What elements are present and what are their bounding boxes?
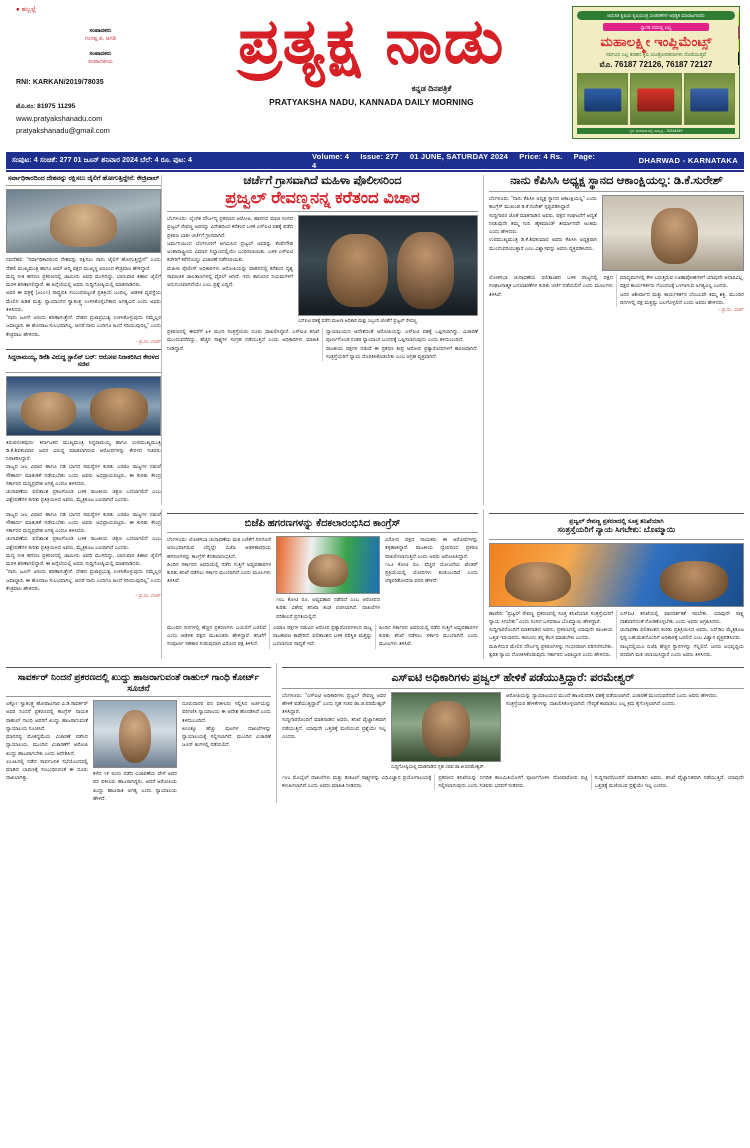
- contact-phone: ಮೊ.ನಂ: 81975 11295: [16, 103, 76, 111]
- column-right-top: [483, 175, 744, 505]
- newspaper-logo: ಪ್ರತ್ಯಕ್ಷ ನಾಡು: [238, 4, 505, 77]
- color-registration-strip: [738, 13, 740, 65]
- ad-product-trailer-image: [684, 73, 735, 125]
- rahul-para-1: ಲಕ್ನೋ: ಸ್ವಾತಂತ್ರ್ಯ ಹೋರಾಟಗಾರ ವಿ.ಡಿ.ಸಾವರ್ಕರ್ ಅವರ ನಿಂದನೆ ಪ್ರಕರಣದಲ್ಲಿ ಕಾಂಗ್ರೆಸ್ ನಾಯಕ ರಾಹುಲ್ ಗಾಂಧಿ ಅವರಿಗೆ ಖುದ್ದು ಹಾಜರಾಗುವಂತೆ ನ್ಯಾಯಾಲಯ ಸೂಚಿಸಿದೆ.: [6, 701, 88, 732]
- rahul-para-3: ೨೦೨೩ರಲ್ಲಿ ನಡೆದ ಸಾರ್ವಜನಿಕ ಸಭೆಯೊಂದರಲ್ಲಿ ಮಾಡಿದ ಭಾಷಣಕ್ಕೆ ಸಂಬಂಧಿಸಿದಂತೆ ಈ ದೂರು ದಾಖಲಾಗಿತ್ತು.: [6, 758, 88, 782]
- byline-dk-suresh: - ಪ್ರ.ನಾ. ವಾರ್ತೆ: [718, 307, 744, 314]
- prajwal-para-1: ಬೆಂಗಳೂರು: ಲೈಂಗಿಕ ದೌರ್ಜನ್ಯ ಪ್ರಕರಣದ ಆರೋಪಿ, ಹಾಸನದ ಮಾಜಿ ಸಂಸದ ಪ್ರಜ್ವಲ್ ರೇವಣ್ಣ ಅವರನ್ನು ವಿದೇಶದಿಂದ ಕರೆತಂದ ಬಳಿಕ ಎಸ್‌ಐಟಿ ವಶಕ್ಕೆ ಪಡೆದ ಪ್ರಕರಣ ಭಾರೀ ಚರ್ಚೆಗೆ ಗ್ರಾಸವಾಗಿದೆ.: [167, 216, 293, 239]
- parameshwar-photo: [391, 692, 501, 762]
- rahul-para-2: ಮಾನನಷ್ಟ ಮೊಕದ್ದಮೆಯ ವಿಚಾರಣೆ ನಡೆಸಿದ ನ್ಯಾಯಾಲಯ, ಮುಂದಿನ ವಿಚಾರಣೆಗೆ ಆರೋಪಿ ಖುದ್ದು ಹಾಜರಾಗಬೇಕು ಎಂದು ಆದೇಶಿಸಿದೆ.: [6, 734, 88, 757]
- masthead-left-info: [6, 6, 171, 137]
- rahul-gandhi-photo: [93, 700, 177, 768]
- masthead-bullet-label: ಹಬ್ಬಲ್ಲೆ: [21, 7, 37, 13]
- ad-description: ಸರ್ವವಿಧ ಎಲ್ಲ ತರಹದ ಕೃಷಿ ಯಂತ್ರೋಪಕರಣಗಳು ದೊರೆಯುತ್ತವೆ: [606, 53, 706, 59]
- ad-product-images: [577, 73, 735, 125]
- dksuresh-para-6: ಜನರ ಆಶೀರ್ವಾದ ಮತ್ತು ಕಾರ್ಯಕರ್ತರ ಬೆಂಬಲವೇ ತಮ್ಮ ಶಕ್ತಿ. ಮುಂದಿನ ದಿನಗಳಲ್ಲಿ ಪಕ್ಷ ಮತ್ತಷ್ಟು ಬಲಗೊಳ್ಳಲಿದೆ ಎಂದು ಅವರು ಹೇಳಿದರು.: [620, 291, 744, 306]
- edition-place-label: DHARWAD - KARNATAKA: [638, 156, 738, 165]
- ad-product-rotavator-image: [630, 73, 681, 125]
- ad-title: ಮಹಾಲಕ್ಷ್ಮೀ ಇಂಪ್ಲಿಮೆಂಟ್ಸ್: [600, 34, 712, 50]
- bottom-news-band: [6, 663, 744, 803]
- editor-role-2: ಸಂಪಾದಕರು: [89, 50, 112, 57]
- headline-stalin[interactable]: ಸಿದ್ದರಾಮಯ್ಯ, ಡಿಕೆಶಿ ವಿರುದ್ಧ ಸ್ಟಾಲಿನ್ ಬರ್: ಆರೋಪ ನಿರಾಕರಿಸಿದ ಕೇರಳದ ಸಚಿವ: [7, 353, 160, 369]
- bommai-para-6: ರಾಜ್ಯದಲ್ಲಿಯೂ ಬಿಜೆಪಿ ಹೆಚ್ಚಿನ ಸ್ಥಾನಗಳನ್ನು ಗೆಲ್ಲಲಿದೆ. ಜನರು ಅಭಿವೃದ್ಧಿಯ ಪರವಾಗಿ ಮತ ಚಲಾಯಿಸಿದ್ದಾರೆ ಎಂದು ಅವರು ತಿಳಿಸಿದರು.: [620, 643, 744, 658]
- column-left-bottom: [6, 663, 276, 803]
- congress-para-6: ಮುಂದಿನ ದಿನಗಳಲ್ಲಿ ಹೆಚ್ಚಿನ ಪ್ರಕರಣಗಳು ಬಯಲಿಗೆ ಬರಲಿವೆ ಎಂದು ಆಡಳಿತ ಪಕ್ಷದ ಮುಖಂಡರು ಹೇಳಿದ್ದಾರೆ. ತನಿಖೆಗೆ ಸಂಪೂರ್ಣ ಸಹಕಾರ ನೀಡುವುದಾಗಿ ವಿರೋಧ ಪಕ್ಷ ತಿಳಿಸಿದೆ.: [167, 624, 266, 648]
- congress-para-3: ೧೮೭ ಕೋಟಿ ರೂ. ಅವ್ಯವಹಾರ ನಡೆದಿದೆ ಎಂಬ ಆರೋಪದ ಕುರಿತು ವಿಶೇಷ ತನಿಖಾ ತಂಡ ರಚಿಸಲಾಗಿದೆ. ದಾಖಲೆಗಳ ಪರಿಶೀಲನೆ ಪ್ರಗತಿಯಲ್ಲಿದೆ.: [276, 597, 380, 620]
- contact-website[interactable]: www.pratyakshanadu.com: [16, 113, 103, 123]
- prajwal-para-6: ರಾಜಕೀಯ ಪಕ್ಷಗಳ ನಡುವೆ ಈ ಪ್ರಕರಣ ತೀವ್ರ ಆರೋಪ ಪ್ರತ್ಯಾರೋಪಗಳಿಗೆ ಕಾರಣವಾಗಿದೆ. ಸಂತ್ರಸ್ತೆಯರಿಗೆ ನ್ಯಾಯ ದೊರಕಿಸಿಕೊಡಬೇಕು ಎಂಬ ಆಗ್ರಹ ವ್ಯಕ್ತವಾಗಿದೆ.: [326, 345, 478, 360]
- parameshwar-para-2: ಸುದ್ದಿಗಾರರೊಂದಿಗೆ ಮಾತನಾಡಿದ ಅವರು, ತನಿಖೆ ವೈಜ್ಞಾನಿಕವಾಗಿ ನಡೆಯುತ್ತಿದೆ. ಯಾವುದೇ ಒತ್ತಡಕ್ಕೆ ಮಣಿಯುವ ಪ್ರಶ್ನೆಯೇ ಇಲ್ಲ ಎಂದರು.: [282, 717, 386, 740]
- issue-info-kannada: ಸಂಪುಟ: 4 ಸಂಚಿಕೆ: 277 01 ಜೂನ್ ಶನಿವಾರ 2024 ಬೆಲೆ: 4 ರೂ. ಪುಟ: 4: [12, 156, 193, 164]
- kejriwal-para-1: ನವದೆಹಲಿ: "ಸರ್ವಾಧಿಕಾರದಿಂದ ದೇಶವನ್ನು ರಕ್ಷಿಸಲು ನಾನು ಜೈಲಿಗೆ ಹೋಗುತ್ತಿದ್ದೇನೆ" ಎಂದು ದೆಹಲಿ ಮುಖ್ಯಮಂತ್ರಿ ಹಾಗೂ ಆಮ್ ಆದ್ಮಿ ಪಕ್ಷದ ಮುಖ್ಯಸ್ಥ ಅರವಿಂದ ಕೇಜ್ರಿವಾಲ ಹೇಳಿದ್ದಾರೆ.: [6, 257, 161, 272]
- header-divider: [6, 170, 744, 172]
- rahul-para-4: ಕಳೆದ ೧೯ ರಂದು ನಡೆದ ವಿಚಾರಣೆಯ ವೇಳೆ ಅವರ ಪರ ವಕೀಲರು ಹಾಜರಾಗಿದ್ದರು. ಆದರೆ ಆರೋಪಿಯ ಖುದ್ದು ಹಾಜರಾತಿ ಅಗತ್ಯ ಎಂದು ನ್ಯಾಯಾಲಯ ಹೇಳಿದೆ.: [93, 771, 177, 802]
- headline-kejriwal[interactable]: ಸರ್ವಾಧಿಕಾರದಿಂದ ದೇಶವನ್ನು ರಕ್ಷಿಸಲು ಜೈಲಿಗೆ ಹೋಗುತ್ತಿದ್ದೇನೆ: ಕೇಜ್ರಿವಾಲ್: [7, 175, 160, 182]
- bommai-para-4: ಎಸ್‌ಐಟಿ ತನಿಖೆಯಲ್ಲಿ ಪಾರದರ್ಶಕತೆ ಇರಬೇಕು. ಯಾವುದೇ ಸಾಕ್ಷ್ಯ ನಾಶವಾಗದಂತೆ ನೋಡಿಕೊಳ್ಳಬೇಕು ಎಂದು ಅವರು ಆಗ್ರಹಿಸಿದರು.: [620, 610, 744, 625]
- prajwal-para-2: ಜರ್ಮನಿಯಿಂದ ಬೆಂಗಳೂರಿಗೆ ಆಗಮಿಸಿದ ಪ್ರಜ್ವಲ್ ಅವರನ್ನು ಕೆಂಪೇಗೌಡ ಅಂತಾರಾಷ್ಟ್ರೀಯ ವಿಮಾನ ನಿಲ್ದಾಣದಲ್ಲಿಯೇ ಬಂಧಿಸಲಾಯಿತು. ಬಳಿಕ ಎಸ್‌ಐಟಿ ಕಚೇರಿಗೆ ಕರೆದೊಯ್ದು ವಿಚಾರಣೆ ನಡೆಸಲಾಯಿತು.: [167, 240, 293, 264]
- left-filler-para-1: ಮದ್ಯ ನೀತಿ ಹಗರಣ ಪ್ರಕರಣದಲ್ಲಿ ಜಾಮೀನು ಅವಧಿ ಮುಗಿದಿದ್ದು, ಭಾನುವಾರ ತಿಹಾರ ಜೈಲಿಗೆ ಮರಳಿ ಶರಣಾಗಲಿದ್ದಾರೆ. ಈ ಹಿನ್ನೆಲೆಯಲ್ಲಿ ಅವರು ಸುದ್ದಿಗೋಷ್ಠಿಯಲ್ಲಿ ಮಾತನಾಡಿದರು.: [6, 552, 161, 568]
- byline-kejriwal: - ಪ್ರ.ನಾ. ವಾರ್ತೆ: [135, 338, 161, 345]
- masthead-bullet: ● ಹಬ್ಬಲ್ಲೆ: [16, 7, 37, 13]
- issue-info-bar: [6, 152, 744, 169]
- ad-product-plough-image: [577, 73, 628, 125]
- stalin-para-3-cont: ಚುನಾವಣೆಯ ಫಲಿತಾಂಶ ಪ್ರಕಟಗೊಂಡ ಬಳಿಕ ರಾಜಕೀಯ ಚಿತ್ರಣ ಬದಲಾಗಲಿದೆ ಎಂಬ ವಿಶ್ಲೇಷಣೆಗಳ ಕುರಿತು ಪ್ರತಿಕ್ರಿಯಿಸಿದ ಅವರು, ಮೈತ್ರಿಕೂಟ ಬಲವಾಗಿದೆ ಎಂದರು.: [6, 536, 161, 551]
- headline-dk-suresh[interactable]: ನಾನು ಕೆಪಿಸಿಸಿ ಅಧ್ಯಕ್ಷ ಸ್ಥಾನದ ಆಕಾಂಕ್ಷಿಯಲ್ಲ: ಡಿ.ಕೆ.ಸುರೇಶ್: [510, 175, 723, 187]
- congress-para-2: ಹಿಂದಿನ ಸರ್ಕಾರದ ಅವಧಿಯಲ್ಲಿ ನಡೆದ ಗುತ್ತಿಗೆ ಅವ್ಯವಹಾರಗಳ ಕುರಿತು ತನಿಖೆ ನಡೆಸಲು ಸರ್ಕಾರ ಮುಂದಾಗಿದೆ ಎಂದು ಮೂಲಗಳು ತಿಳಿಸಿವೆ.: [167, 561, 271, 585]
- dksuresh-para-3: ಉಪಮುಖ್ಯಮಂತ್ರಿ ಡಿ.ಕೆ.ಶಿವಕುಮಾರ ಅವರು ಕೆಪಿಸಿಸಿ ಅಧ್ಯಕ್ಷರಾಗಿ ಮುಂದುವರಿಯುತ್ತಾರೆ ಎಂಬ ವಿಶ್ವಾಸವನ್ನು ಅವರು ವ್ಯಕ್ತಪಡಿಸಿದರು.: [489, 237, 597, 252]
- parameshwar-para-5: ೧೮೭ ಮೊಬೈಲ್ ದಾಖಲೆಗಳು ಮತ್ತು ಡಿಜಿಟಲ್ ಸಾಕ್ಷ್ಯಗಳನ್ನು ವಿಧಿವಿಜ್ಞಾನ ಪ್ರಯೋಗಾಲಯಕ್ಕೆ ಕಳುಹಿಸಲಾಗಿದೆ ಎಂದು ಅವರು ಮಾಹಿತಿ ನೀಡಿದರು.: [282, 774, 432, 789]
- date-label: 01 JUNE, SATURDAY 2024: [409, 151, 508, 161]
- masthead-contact: [16, 102, 171, 137]
- headline-parameshwar[interactable]: ಎಸ್‌ಐಟಿ ಅಧಿಕಾರಿಗಳು ಪ್ರಜ್ವಲ್ ಹೇಳಿಕೆ ಪಡೆಯುತ್ತಿದ್ದಾರೆ: ಪರಮೇಶ್ವರ್: [391, 672, 635, 685]
- rahul-para-5: ದೂರುದಾರರ ಪರ ವಕೀಲರು ಸಲ್ಲಿಸಿದ ಅರ್ಜಿಯನ್ನು ಪರಿಗಣಿಸಿ ನ್ಯಾಯಾಲಯ ಈ ಆದೇಶ ಹೊರಡಿಸಿದೆ ಎಂದು ತಿಳಿದುಬಂದಿದೆ.: [182, 701, 271, 724]
- masthead-subtitle-english: PRATYAKSHA NADU, KANNADA DAILY MORNING: [269, 97, 474, 107]
- left-filler-para-2: "ನಾನು ಜೂನ್ ೨ರಂದು ಶರಣಾಗುತ್ತೇನೆ. ದೇಶದ ಪ್ರಜಾಪ್ರಭುತ್ವ ಉಳಿಸಿಕೊಳ್ಳುವುದು ನಮ್ಮೆಲ್ಲರ ಜವಾಬ್ದಾರಿ. ಈ ಹೋರಾಟ ಸುಲಭವಾಗಿಲ್ಲ. ಆದರೆ ನಾನು ಎಂದಿಗೂ ಹಿಂದೆ ಸರಿಯುವುದಿಲ್ಲ" ಎಂದು ಕೇಜ್ರಿವಾಲ ಹೇಳಿದರು.: [6, 569, 161, 592]
- contact-email[interactable]: pratyakshanadu@gmail.com: [16, 126, 110, 136]
- stalin-para-3: ಚುನಾವಣೆಯ ಫಲಿತಾಂಶ ಪ್ರಕಟಗೊಂಡ ಬಳಿಕ ರಾಜಕೀಯ ಚಿತ್ರಣ ಬದಲಾಗಲಿದೆ ಎಂಬ ವಿಶ್ಲೇಷಣೆಗಳ ಕುರಿತು ಪ್ರತಿಕ್ರಿಯಿಸಿದ ಅವರು, ಮೈತ್ರಿಕೂಟ ಬಲವಾಗಿದೆ ಎಂದರು.: [6, 489, 161, 504]
- page-count-label: Page: 4: [312, 151, 596, 170]
- ad-phone: ಮೊ. 76187 72126, 76187 72127: [599, 60, 713, 70]
- ad-offer-band: ಸ್ವಾಗತ ದರದಲ್ಲಿ ಲಭ್ಯ: [603, 23, 708, 31]
- column-center-middle: [161, 509, 483, 660]
- volume-label: Volume: 4: [312, 151, 350, 161]
- prajwal-car-photo: [298, 215, 478, 316]
- rahul-para-6: ೫೦೦ಕ್ಕೂ ಹೆಚ್ಚು ಪುಟಗಳ ದಾಖಲೆಗಳನ್ನು ನ್ಯಾಯಾಲಯಕ್ಕೆ ಸಲ್ಲಿಸಲಾಗಿದೆ. ಮುಂದಿನ ವಿಚಾರಣೆ ಜೂನ್ ತಿಂಗಳಲ್ಲಿ ನಡೆಯಲಿದೆ.: [182, 725, 271, 749]
- column-right-middle: [483, 509, 744, 660]
- congress-para-8: ಹಿಂದಿನ ಸರ್ಕಾರದ ಅವಧಿಯಲ್ಲಿ ನಡೆದ ಗುತ್ತಿಗೆ ಅವ್ಯವಹಾರಗಳ ಕುರಿತು ತನಿಖೆ ನಡೆಸಲು ಸರ್ಕಾರ ಮುಂದಾಗಿದೆ ಎಂದು ಮೂಲಗಳು ತಿಳಿಸಿವೆ.: [379, 624, 478, 648]
- dksuresh-para-5: ಮಾಧ್ಯಮಗಳಲ್ಲಿ ಕೇಳಿ ಬರುತ್ತಿರುವ ಊಹಾಪೋಹಗಳಿಗೆ ಯಾವುದೇ ಆಧಾರವಿಲ್ಲ. ಪಕ್ಷದ ಕಾರ್ಯಕರ್ತರು ಗೊಂದಲಕ್ಕೆ ಒಳಗಾಗುವ ಅಗತ್ಯವಿಲ್ಲ ಎಂದರು.: [620, 275, 744, 290]
- editor-name-1: ಗಂಗಪ್ಪ ಪ. ಅಗಡಿ: [84, 36, 117, 43]
- editor-role-1: ಸಂಪಾದಕರು: [89, 28, 112, 34]
- bommai-bjp-photo: [489, 543, 744, 607]
- kejriwal-para-3: ಅವರ ಈ ಪತ್ರಕ್ಕೆ (೨೦೦೧) ರಾಷ್ಟ್ರಪತಿ ಸಂಬಂಧಪಟ್ಟಂತೆ ಪ್ರತಿಕ್ರಿಯೆ ಬಂದಿಲ್ಲ. ಆಡಳಿತ ವ್ಯವಸ್ಥೆಯ ಮೇಲಿನ ಹಿಡಿತ ಮತ್ತು ನ್ಯಾಯಾಂಗದ ಸ್ವಾತಂತ್ರ್ಯ ಉಳಿಸಿಕೊಳ್ಳಬೇಕಾದ ಅಗತ್ಯವಿದೆ ಎಂದು ಅವರು ತಿಳಿಸಿದರು.: [6, 290, 161, 313]
- dksuresh-para-1: ಬೆಂಗಳೂರು: "ನಾನು ಕೆಪಿಸಿಸಿ ಅಧ್ಯಕ್ಷ ಸ್ಥಾನದ ಆಕಾಂಕ್ಷಿಯಲ್ಲ" ಎಂದು ಕಾಂಗ್ರೆಸ್ ಮುಖಂಡ ಡಿ.ಕೆ.ಸುರೇಶ್ ಸ್ಪಷ್ಟಪಡಿಸಿದ್ದಾರೆ.: [489, 196, 597, 211]
- column-right-bottom: [276, 663, 744, 803]
- prajwal-para-3: ಮಹಿಳಾ ಪೊಲೀಸ್ ಅಧಿಕಾರಿಗಳು ಆರೋಪಿಯನ್ನು ವಾಹನದಲ್ಲಿ ಕರೆತಂದ ದೃಶ್ಯ ಸಾಮಾಜಿಕ ಜಾಲತಾಣಗಳಲ್ಲಿ ವೈರಲ್ ಆಗಿದೆ. ಇದು ಕಾನೂನಿನ ನಿಯಮಗಳಿಗೆ ಅನುಗುಣವಾಗಿದೆಯೇ ಎಂಬ ಪ್ರಶ್ನೆ ಎದ್ದಿದೆ.: [167, 265, 293, 289]
- congress-para-7: ಎರಡೂ ಪಕ್ಷಗಳ ನಡುವಿನ ಆರೋಪ ಪ್ರತ್ಯಾರೋಪಗಳಿಂದ ರಾಜ್ಯ ರಾಜಕಾರಣ ಕಾವೇರಿದೆ. ಫಲಿತಾಂಶದ ಬಳಿಕ ಪರಿಸ್ಥಿತಿ ಮತ್ತಷ್ಟು ಬದಲಾಗುವ ಸಾಧ್ಯತೆ ಇದೆ.: [273, 624, 372, 648]
- masthead-advertisement[interactable]: [572, 6, 744, 139]
- prajwal-photo-caption: ಎಸ್‌ಐಟಿ ವಶಕ್ಕೆ ಪಡೆದ ಮಹಿಳಾ ಅಧಿಕಾರಿ ಮತ್ತು ಸಿಬ್ಬಂದಿ ಜೊತೆಗೆ ಪ್ರಜ್ವಲ್ ರೇವಣ್ಣ.: [298, 318, 419, 324]
- ad-top-band: ಆಧುನಿಕ ಕೃಷಿಯ ಕೃಷಿಯಂತ್ರ ಸಲಕರಣೆಗಳ ಅಧಿಕೃತ ಮಾರಾಟಗಾರರು: [577, 11, 735, 20]
- column-left-top: [6, 175, 161, 505]
- bommai-para-2: ಸುದ್ದಿಗಾರರೊಂದಿಗೆ ಮಾತನಾಡಿದ ಅವರು, ಪ್ರಕರಣದಲ್ಲಿ ಯಾವುದೇ ರಾಜಕೀಯ ಒತ್ತಡ ಇರಬಾರದು. ಕಾನೂನು ತನ್ನ ಕೆಲಸ ಮಾಡಬೇಕು ಎಂದರು.: [489, 627, 613, 642]
- issue-label: Issue: 277: [360, 151, 399, 161]
- headline-congress[interactable]: ಬಿಜೆಪಿ ಹಗರಣಗಳನ್ನು ಕೆದಕಲಾರಂಭಿಸಿದ ಕಾಂಗ್ರೆಸ್: [244, 517, 401, 529]
- stalin-para-2-cont: ರಾಜ್ಯದ ಜಲ ವಿವಾದ ಹಾಗೂ ಗಡಿ ಭಾಗದ ಸಮಸ್ಯೆಗಳ ಕುರಿತು ಎರಡೂ ರಾಜ್ಯಗಳ ನಡುವೆ ಸೌಹಾರ್ದ ಮಾತುಕತೆ ನಡೆಯಬೇಕು ಎಂದು ಅವರು ಅಭಿಪ್ರಾಯಪಟ್ಟರು. ಈ ಕುರಿತು ಕೇಂದ್ರ ಸರ್ಕಾರದ ಮಧ್ಯಪ್ರವೇಶ ಅಗತ್ಯ ಎಂದೂ ತಿಳಿಸಿದರು.: [6, 511, 161, 535]
- congress-para-5: ೧೬೨ ಕೋಟಿ ರೂ. ವೆಚ್ಚದ ಯೋಜನೆಯ ಟೆಂಡರ್ ಪ್ರಕ್ರಿಯೆಯಲ್ಲಿ ಲೋಪಗಳು ಕಂಡುಬಂದಿವೆ ಎಂದು ಲೆಕ್ಕಪರಿಶೋಧನಾ ವರದಿ ಹೇಳಿದೆ.: [385, 561, 478, 585]
- masthead-editor-block-1: [30, 27, 171, 44]
- congress-para-4: ವಿರೋಧ ಪಕ್ಷದ ನಾಯಕರು ಈ ಆರೋಪಗಳನ್ನು ತಳ್ಳಿಹಾಕಿದ್ದಾರೆ. ರಾಜಕೀಯ ದ್ವೇಷದಿಂದ ಪ್ರಕರಣ ದಾಖಲಿಸಲಾಗುತ್ತಿದೆ ಎಂದು ಅವರು ಆರೋಪಿಸಿದ್ದಾರೆ.: [385, 537, 478, 560]
- bommai-para-5: ಚುನಾವಣಾ ಫಲಿತಾಂಶದ ಕುರಿತು ಪ್ರತಿಕ್ರಿಯಿಸಿದ ಅವರು, ಎನ್‌ಡಿಎ ಮೈತ್ರಿಕೂಟ ಸ್ಪಷ್ಟ ಬಹುಮತದೊಂದಿಗೆ ಅಧಿಕಾರಕ್ಕೆ ಬರಲಿದೆ ಎಂಬ ವಿಶ್ವಾಸ ವ್ಯಕ್ತಪಡಿಸಿದರು.: [620, 627, 744, 642]
- kicker-prajwal: ಚರ್ಚೆಗೆ ಗ್ರಾಸವಾಗಿದೆ ಮಹಿಳಾ ಪೊಲೀಸರಿಂದ: [243, 175, 402, 187]
- parameshwar-para-4: ಸಂತ್ರಸ್ತೆಯರ ಹೇಳಿಕೆಗಳನ್ನು ದಾಖಲಿಸಿಕೊಳ್ಳಲಾಗಿದೆ. ಗೌಪ್ಯತೆ ಕಾಪಾಡಲು ಎಲ್ಲ ಕ್ರಮ ಕೈಗೊಳ್ಳಲಾಗಿದೆ ಎಂದರು.: [506, 700, 677, 707]
- stalin-para-1: ತಿರುವನಂತಪುರಂ: ಕರ್ನಾಟಕದ ಮುಖ್ಯಮಂತ್ರಿ ಸಿದ್ದರಾಮಯ್ಯ ಹಾಗೂ ಉಪಮುಖ್ಯಮಂತ್ರಿ ಡಿ.ಕೆ.ಶಿವಕುಮಾರ ಅವರ ವಿರುದ್ಧ ಮಾಡಲಾಗಿರುವ ಆರೋಪಗಳನ್ನು ಕೇರಳದ ಸಚಿವರು ನಿರಾಕರಿಸಿದ್ದಾರೆ.: [6, 439, 161, 463]
- dk-suresh-photo: [602, 195, 744, 271]
- stalin-para-2: ರಾಜ್ಯದ ಜಲ ವಿವಾದ ಹಾಗೂ ಗಡಿ ಭಾಗದ ಸಮಸ್ಯೆಗಳ ಕುರಿತು ಎರಡೂ ರಾಜ್ಯಗಳ ನಡುವೆ ಸೌಹಾರ್ದ ಮಾತುಕತೆ ನಡೆಯಬೇಕು ಎಂದು ಅವರು ಅಭಿಪ್ರಾಯಪಟ್ಟರು. ಈ ಕುರಿತು ಕೇಂದ್ರ ಸರ್ಕಾರದ ಮಧ್ಯಪ್ರವೇಶ ಅಗತ್ಯ ಎಂದೂ ತಿಳಿಸಿದರು.: [6, 464, 161, 487]
- bjp-congress-flags-photo: [276, 536, 380, 594]
- kejriwal-para-2: ಮದ್ಯ ನೀತಿ ಹಗರಣ ಪ್ರಕರಣದಲ್ಲಿ ಜಾಮೀನು ಅವಧಿ ಮುಗಿದಿದ್ದು, ಭಾನುವಾರ ತಿಹಾರ ಜೈಲಿಗೆ ಮರಳಿ ಶರಣಾಗಲಿದ್ದಾರೆ. ಈ ಹಿನ್ನೆಲೆಯಲ್ಲಿ ಅವರು ಸುದ್ದಿಗೋಷ್ಠಿಯಲ್ಲಿ ಮಾತನಾಡಿದರು.: [6, 273, 161, 289]
- prajwal-para-5: ನ್ಯಾಯಾಲಯದ ಆದೇಶದಂತೆ ಆರೋಪಿಯನ್ನು ಎಸ್‌ಐಟಿ ವಶಕ್ಕೆ ಒಪ್ಪಿಸಲಾಗಿದ್ದು, ವಿಚಾರಣೆ ಪೂರ್ಣಗೊಂಡ ನಂತರ ನ್ಯಾಯಾಂಗ ಬಂಧನಕ್ಕೆ ಒಪ್ಪಿಸಲಾಗುವುದು ಎಂದು ತಿಳಿದುಬಂದಿದೆ.: [326, 329, 478, 344]
- parameshwar-para-7: ಸುದ್ದಿಗಾರರೊಂದಿಗೆ ಮಾತನಾಡಿದ ಅವರು, ತನಿಖೆ ವೈಜ್ಞಾನಿಕವಾಗಿ ನಡೆಯುತ್ತಿದೆ. ಯಾವುದೇ ಒತ್ತಡಕ್ಕೆ ಮಣಿಯುವ ಪ್ರಶ್ನೆಯೇ ಇಲ್ಲ ಎಂದರು.: [594, 774, 744, 789]
- parameshwar-para-3: ಆರೋಪಿಯನ್ನು ನ್ಯಾಯಾಲಯದ ಮುಂದೆ ಹಾಜರುಪಡಿಸಿ ವಶಕ್ಕೆ ಪಡೆಯಲಾಗಿದೆ. ವಿಚಾರಣೆ ಮುಂದುವರೆದಿದೆ ಎಂದು ಅವರು ಹೇಳಿದರು.: [506, 692, 718, 699]
- masthead: [6, 0, 744, 150]
- kicker-bommai: ಪ್ರಜ್ವಲ್ ರೇವಣ್ಣ ಪ್ರಕರಣದಲ್ಲಿ ಸೂಕ್ತ ತನಿಖೆಯಾಗಿ: [569, 517, 664, 525]
- middle-news-band: [6, 509, 744, 660]
- dksuresh-para-2: ಸುದ್ದಿಗಾರರ ಜೊತೆ ಮಾತನಾಡಿದ ಅವರು, ಪಕ್ಷದ ಸಂಘಟನೆಗೆ ಆದ್ಯತೆ ನೀಡುವುದೇ ತಮ್ಮ ಗುರಿ. ಹೈಕಮಾಂಡ್ ತೀರ್ಮಾನವೇ ಅಂತಿಮ ಎಂದು ಹೇಳಿದರು.: [489, 212, 597, 236]
- kejriwal-photo: [6, 189, 161, 253]
- editor-name-2: ಸಂಪಾದಕೀಯ: [88, 59, 113, 66]
- top-news-band: [6, 175, 744, 505]
- bommai-para-3: ಮಹಿಳೆಯರ ಮೇಲಿನ ದೌರ್ಜನ್ಯ ಪ್ರಕರಣಗಳನ್ನು ಗಂಭೀರವಾಗಿ ಪರಿಗಣಿಸಬೇಕು. ತ್ವರಿತ ನ್ಯಾಯ ದೊರಕಿಸಿಕೊಡುವುದು ಸರ್ಕಾರದ ಜವಾಬ್ದಾರಿ ಎಂದು ಹೇಳಿದರು.: [489, 643, 613, 658]
- byline-left-middle: - ಪ್ರ.ನಾ. ವಾರ್ತೆ: [135, 593, 161, 600]
- parameshwar-para-6: ಪ್ರಕರಣದ ತನಿಖೆಯನ್ನು ನಿಗದಿತ ಕಾಲಮಿತಿಯೊಳಗೆ ಪೂರ್ಣಗೊಳಿಸಿ ದೋಷಾರೋಪ ಪಟ್ಟಿ ಸಲ್ಲಿಸಲಾಗುವುದು ಎಂದು ಸಚಿವರು ಭರವಸೆ ನೀಡಿದರು.: [438, 774, 588, 789]
- ad-address-band: ಸ್ಥಳ: ಧಾರವಾಡ ರಸ್ತೆ, ಹುಬ್ಬಳ್ಳಿ - 76334949: [577, 128, 735, 134]
- masthead-subtitle-kannada: ಕನ್ನಡ ದಿನಪತ್ರಿಕೆ: [411, 84, 452, 93]
- rni-number: RNI: KARKAN/2019/78035: [16, 78, 104, 86]
- prajwal-para-4: ಪ್ರಕರಣದಲ್ಲಿ ಈವರೆಗೆ ೩೪ ಮಂದಿ ಸಂತ್ರಸ್ತೆಯರು ದೂರು ದಾಖಲಿಸಿದ್ದಾರೆ. ಎಸ್‌ಐಟಿ ತನಿಖೆ ಮುಂದುವರೆದಿದ್ದು, ಹೆಚ್ಚಿನ ಸಾಕ್ಷ್ಯಗಳ ಸಂಗ್ರಹ ನಡೆಯುತ್ತಿದೆ ಎಂದು ಅಧಿಕಾರಿಗಳು ಮಾಹಿತಿ ನೀಡಿದ್ದಾರೆ.: [167, 329, 319, 352]
- headline-prajwal[interactable]: ಪ್ರಜ್ವಲ್ ರೇವಣ್ಣನನ್ನ ಕರೆತಂದ ವಿಚಾರ: [225, 189, 420, 208]
- price-label: Price: 4 Rs.: [519, 151, 563, 161]
- bommai-para-1: ಹಾವೇರಿ: "ಪ್ರಜ್ವಲ್ ರೇವಣ್ಣ ಪ್ರಕರಣದಲ್ಲಿ ಸೂಕ್ತ ತನಿಖೆಯಾಗಿ ಸಂತ್ರಸ್ತೆಯರಿಗೆ ನ್ಯಾಯ ಸಿಗಬೇಕು" ಎಂದು ಸಂಸದ ಬಸವರಾಜ ಬೊಮ್ಮಾಯಿ ಹೇಳಿದ್ದಾರೆ.: [489, 610, 613, 625]
- parameshwar-photo-caption: ಸುದ್ದಿಗೋಷ್ಠಿಯಲ್ಲಿ ಮಾತನಾಡಿದ ಗೃಹ ಸಚಿವ ಡಾ.ಜಿ.ಪರಮೇಶ್ವರ್.: [391, 763, 485, 769]
- masthead-title-block: [171, 6, 572, 107]
- dksuresh-para-4: ಲೋಕಸಭಾ ಚುನಾವಣೆಯ ಫಲಿತಾಂಶದ ಬಳಿಕ ರಾಜ್ಯದಲ್ಲಿ ಪಕ್ಷದ ಸಂಘಟನಾತ್ಮಕ ಬದಲಾವಣೆಗಳ ಕುರಿತು ಚರ್ಚೆ ನಡೆಯಲಿದೆ ಎಂದು ಮೂಲಗಳು ತಿಳಿಸಿವೆ.: [489, 275, 613, 298]
- siddaramaiah-dks-photo: [6, 376, 161, 436]
- congress-para-1: ಬೆಂಗಳೂರು: ಲೋಕಸಭಾ ಚುನಾವಣೆಯ ಮತ ಎಣಿಕೆಗೆ ದಿನಗಣನೆ ಆರಂಭವಾಗಿರುವ ಬೆನ್ನಲ್ಲೇ ಬಿಜೆಪಿ ಆಡಳಿತಾವಧಿಯ ಹಗರಣಗಳನ್ನು ಕಾಂಗ್ರೆಸ್ ಕೆದಕಲಾರಂಭಿಸಿದೆ.: [167, 537, 271, 560]
- issue-info-english: [312, 152, 598, 170]
- parameshwar-para-1: ಬೆಂಗಳೂರು: "ಎಸ್‌ಐಟಿ ಅಧಿಕಾರಿಗಳು ಪ್ರಜ್ವಲ್ ರೇವಣ್ಣ ಅವರ ಹೇಳಿಕೆ ಪಡೆಯುತ್ತಿದ್ದಾರೆ" ಎಂದು ಗೃಹ ಸಚಿವ ಡಾ.ಜಿ.ಪರಮೇಶ್ವರ್ ತಿಳಿಸಿದ್ದಾರೆ.: [282, 692, 386, 716]
- headline-rahul-gandhi[interactable]: ಸಾವರ್ಕರ್ ನಿಂದನೆ ಪ್ರಕರಣದಲ್ಲಿ ಖುದ್ದು ಹಾಜರಾಗುವಂತೆ ರಾಹುಲ್ ಗಾಂಧಿ ಕೋರ್ಟ್ ಸೂಚನೆ: [17, 672, 260, 693]
- masthead-editor-block-2: [30, 50, 171, 67]
- column-center-top: [161, 175, 483, 505]
- kejriwal-para-4: "ನಾನು ಜೂನ್ ೨ರಂದು ಶರಣಾಗುತ್ತೇನೆ. ದೇಶದ ಪ್ರಜಾಪ್ರಭುತ್ವ ಉಳಿಸಿಕೊಳ್ಳುವುದು ನಮ್ಮೆಲ್ಲರ ಜವಾಬ್ದಾರಿ. ಈ ಹೋರಾಟ ಸುಲಭವಾಗಿಲ್ಲ. ಆದರೆ ನಾನು ಎಂದಿಗೂ ಹಿಂದೆ ಸರಿಯುವುದಿಲ್ಲ" ಎಂದು ಕೇಜ್ರಿವಾಲ ಹೇಳಿದರು.: [6, 315, 161, 338]
- column-left-middle: [6, 509, 161, 660]
- headline-bommai[interactable]: ಸಂತ್ರಸ್ತೆಯರಿಗೆ ನ್ಯಾಯ ಸಿಗಬೇಕು: ಬೊಮ್ಮಾಯಿ: [557, 525, 676, 535]
